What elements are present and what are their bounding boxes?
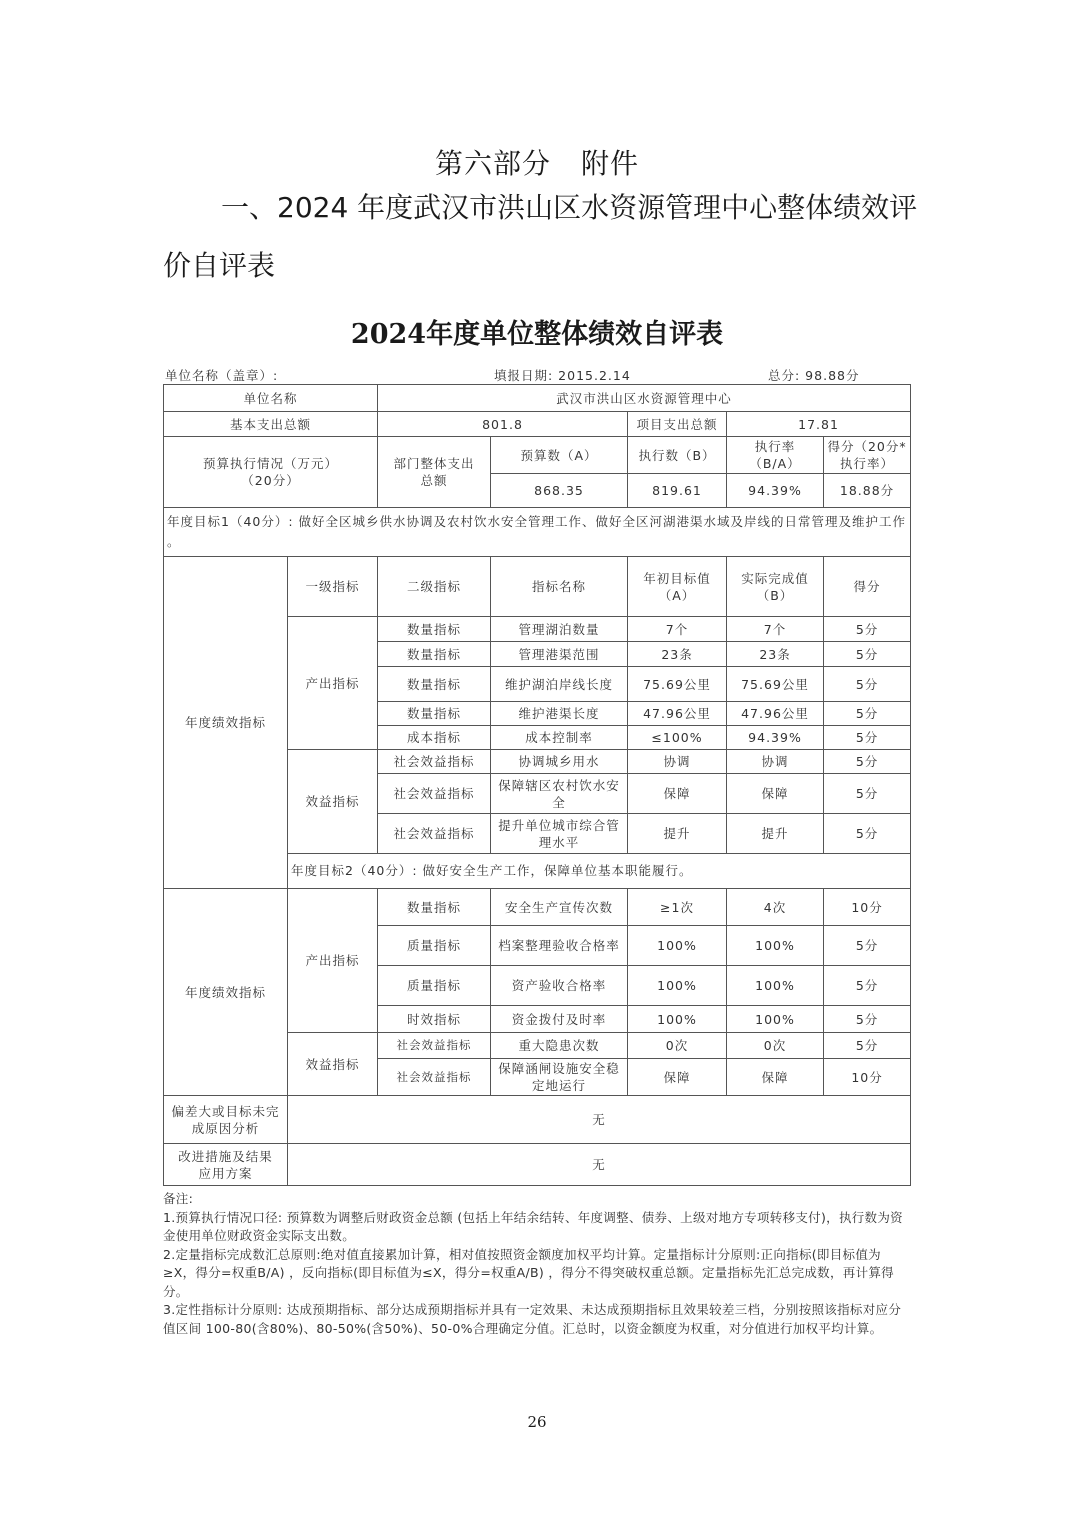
unit-name-label: 单位名称 xyxy=(164,385,378,412)
project-expense-value: 17.81 xyxy=(727,412,911,437)
indicator-name: 协调城乡用水 xyxy=(491,750,628,774)
target-value: 提升 xyxy=(628,814,727,854)
notes-section xyxy=(163,1190,913,1338)
actual-value: 100% xyxy=(727,1006,824,1033)
indicator-name: 提升单位城市综合管理水平 xyxy=(491,814,628,854)
improvement-row xyxy=(164,1144,911,1186)
score-cell: 5分 xyxy=(824,617,911,642)
output-indicator-label: 产出指标 xyxy=(288,617,378,750)
target-value: 0次 xyxy=(628,1033,727,1059)
part-subtitle: 附件 xyxy=(581,147,640,180)
target-value: 保障 xyxy=(628,774,727,814)
header-level2: 二级指标 xyxy=(378,557,491,617)
target-value: ≥1次 xyxy=(628,889,727,926)
score-cell: 5分 xyxy=(824,926,911,966)
deviation-label: 偏差大或目标未完成原因分析 xyxy=(164,1096,288,1144)
indicator-name: 资金拨付及时率 xyxy=(491,1006,628,1033)
level2-cell: 质量指标 xyxy=(378,926,491,966)
level2-cell: 成本指标 xyxy=(378,726,491,750)
actual-value: 提升 xyxy=(727,814,824,854)
actual-value: 23条 xyxy=(727,642,824,667)
header-name: 指标名称 xyxy=(491,557,628,617)
score-cell: 5分 xyxy=(824,726,911,750)
part-heading xyxy=(0,142,1074,182)
level2-cell: 数量指标 xyxy=(378,667,491,702)
level2-cell: 社会效益指标 xyxy=(378,750,491,774)
indicator-name: 管理港渠范围 xyxy=(491,642,628,667)
score-value: 18.88分 xyxy=(824,474,911,508)
level2-cell: 质量指标 xyxy=(378,966,491,1006)
actual-value: 94.39% xyxy=(727,726,824,750)
target-value: 保障 xyxy=(628,1059,727,1096)
indicator-name: 重大隐患次数 xyxy=(491,1033,628,1059)
level2-cell: 时效指标 xyxy=(378,1006,491,1033)
section-heading-line2: 价自评表 xyxy=(163,249,276,282)
fill-date: 填报日期: 2015.2.14 xyxy=(494,368,631,383)
score-cell: 5分 xyxy=(824,642,911,667)
level2-cell: 数量指标 xyxy=(378,889,491,926)
actual-value: 75.69公里 xyxy=(727,667,824,702)
output-indicator-label: 产出指标 xyxy=(288,889,378,1033)
dept-total-label: 部门整体支出总额 xyxy=(378,437,491,508)
target-value: 47.96公里 xyxy=(628,702,727,726)
header-score: 得分 xyxy=(824,557,911,617)
improvement-label: 改进措施及结果应用方案 xyxy=(164,1144,288,1186)
target-value: 100% xyxy=(628,966,727,1006)
project-expense-label: 项目支出总额 xyxy=(628,412,727,437)
benefit-indicator-label: 效益指标 xyxy=(288,1033,378,1096)
level2-cell: 数量指标 xyxy=(378,642,491,667)
exec-b-value: 819.61 xyxy=(628,474,727,508)
goal1-text: 年度目标1（40分）: 做好全区城乡供水协调及农村饮水安全管理工作、做好全区河湖港渠水域及岸线的日常管理及维护工作 。 xyxy=(164,508,911,557)
indicator-name: 维护港渠长度 xyxy=(491,702,628,726)
score-cell: 5分 xyxy=(824,1033,911,1059)
note-item-2: 2.定量指标完成数汇总原则:绝对值直接累加计算，相对值按照资金额度加权平均计算。定量指标计分原则:正向指标(即目标值为≥X，得分=权重B/A) ，反向指标(即目标值为≤X，得分=权重A/B) ，得分不得突破权重总额。定量指标先汇总完成数，再计算得分。 xyxy=(163,1246,894,1299)
indicator-name: 保障涵闸设施安全稳定地运行 xyxy=(491,1059,628,1096)
target-value: ≤100% xyxy=(628,726,727,750)
goal2-text: 年度目标2（40分）: 做好安全生产工作，保障单位基本职能履行。 xyxy=(288,854,911,889)
indicator-name: 档案整理验收合格率 xyxy=(491,926,628,966)
header-actual: 实际完成值（B） xyxy=(727,557,824,617)
score-label: 得分（20分*执行率） xyxy=(824,437,911,474)
level2-cell: 社会效益指标 xyxy=(378,774,491,814)
page-number: 26 xyxy=(527,1413,547,1431)
target-value: 100% xyxy=(628,1006,727,1033)
table-title: 2024年度单位整体绩效自评表 xyxy=(350,319,724,350)
improvement-value: 无 xyxy=(288,1144,911,1186)
score-cell: 5分 xyxy=(824,814,911,854)
actual-value: 7个 xyxy=(727,617,824,642)
benefit-indicator-label: 效益指标 xyxy=(288,750,378,854)
level2-cell: 数量指标 xyxy=(378,617,491,642)
score-cell: 10分 xyxy=(824,1059,911,1096)
expense-row xyxy=(164,412,911,437)
budget-a-value: 868.35 xyxy=(491,474,628,508)
indicator-name: 保障辖区农村饮水安全 xyxy=(491,774,628,814)
target-value: 协调 xyxy=(628,750,727,774)
goal1-header-row xyxy=(164,557,911,617)
part-title: 第六部分 xyxy=(434,147,551,180)
rate-label: 执行率（B/A） xyxy=(727,437,824,474)
table-row xyxy=(164,889,911,926)
self-evaluation-table xyxy=(163,384,911,1186)
target-value: 100% xyxy=(628,926,727,966)
actual-value: 4次 xyxy=(727,889,824,926)
budget-a-label: 预算数（A） xyxy=(491,437,628,474)
budget-execution-label: 预算执行情况（万元）（20分） xyxy=(164,437,378,508)
actual-value: 保障 xyxy=(727,1059,824,1096)
header-target: 年初目标值（A） xyxy=(628,557,727,617)
actual-value: 0次 xyxy=(727,1033,824,1059)
basic-expense-value: 801.8 xyxy=(378,412,628,437)
unit-seal-label: 单位名称（盖章）: xyxy=(165,368,279,383)
level2-cell: 社会效益指标 xyxy=(378,1033,491,1059)
score-cell: 5分 xyxy=(824,667,911,702)
notes-title: 备注: xyxy=(163,1191,194,1206)
unit-name-value: 武汉市洪山区水资源管理中心 xyxy=(378,385,911,412)
actual-value: 47.96公里 xyxy=(727,702,824,726)
score-cell: 5分 xyxy=(824,1006,911,1033)
goal2-section-label: 年度绩效指标 xyxy=(164,889,288,1096)
exec-b-label: 执行数（B） xyxy=(628,437,727,474)
budget-header-row xyxy=(164,437,911,474)
target-value: 7个 xyxy=(628,617,727,642)
level2-cell: 社会效益指标 xyxy=(378,814,491,854)
indicator-name: 安全生产宣传次数 xyxy=(491,889,628,926)
actual-value: 保障 xyxy=(727,774,824,814)
indicator-name: 维护湖泊岸线长度 xyxy=(491,667,628,702)
deviation-value: 无 xyxy=(288,1096,911,1144)
score-cell: 5分 xyxy=(824,750,911,774)
target-value: 23条 xyxy=(628,642,727,667)
goal1-section-label: 年度绩效指标 xyxy=(164,557,288,889)
note-item-1: 1.预算执行情况口径: 预算数为调整后财政资金总额 (包括上年结余结转、年度调整、债券、上级对地方专项转移支付)，执行数为资金使用单位财政资金实际支出数。 xyxy=(163,1209,903,1243)
note-item-3: 3.定性指标计分原则: 达成预期指标、部分达成预期指标并具有一定效果、未达成预期指标且效果较差三档，分别按照该指标对应分值区间 100-80(含80%)、80-50%(含50%)、50-0%合理确定分值。汇总时，以资金额度为权重，对分值进行加权平均计算。 xyxy=(163,1302,902,1336)
score-cell: 5分 xyxy=(824,966,911,1006)
goal1-row xyxy=(164,508,911,557)
actual-value: 协调 xyxy=(727,750,824,774)
level2-cell: 社会效益指标 xyxy=(378,1059,491,1096)
indicator-name: 成本控制率 xyxy=(491,726,628,750)
indicator-name: 资产验收合格率 xyxy=(491,966,628,1006)
total-score: 总分: 98.88分 xyxy=(768,368,860,383)
indicator-name: 管理湖泊数量 xyxy=(491,617,628,642)
level2-cell: 数量指标 xyxy=(378,702,491,726)
actual-value: 100% xyxy=(727,966,824,1006)
basic-expense-label: 基本支出总额 xyxy=(164,412,378,437)
header-level1: 一级指标 xyxy=(288,557,378,617)
score-cell: 10分 xyxy=(824,889,911,926)
target-value: 75.69公里 xyxy=(628,667,727,702)
unit-name-row xyxy=(164,385,911,412)
deviation-row xyxy=(164,1096,911,1144)
section-heading-line1: 一、2024 年度武汉市洪山区水资源管理中心整体绩效评 xyxy=(221,191,918,224)
score-cell: 5分 xyxy=(824,774,911,814)
score-cell: 5分 xyxy=(824,702,911,726)
rate-value: 94.39% xyxy=(727,474,824,508)
actual-value: 100% xyxy=(727,926,824,966)
